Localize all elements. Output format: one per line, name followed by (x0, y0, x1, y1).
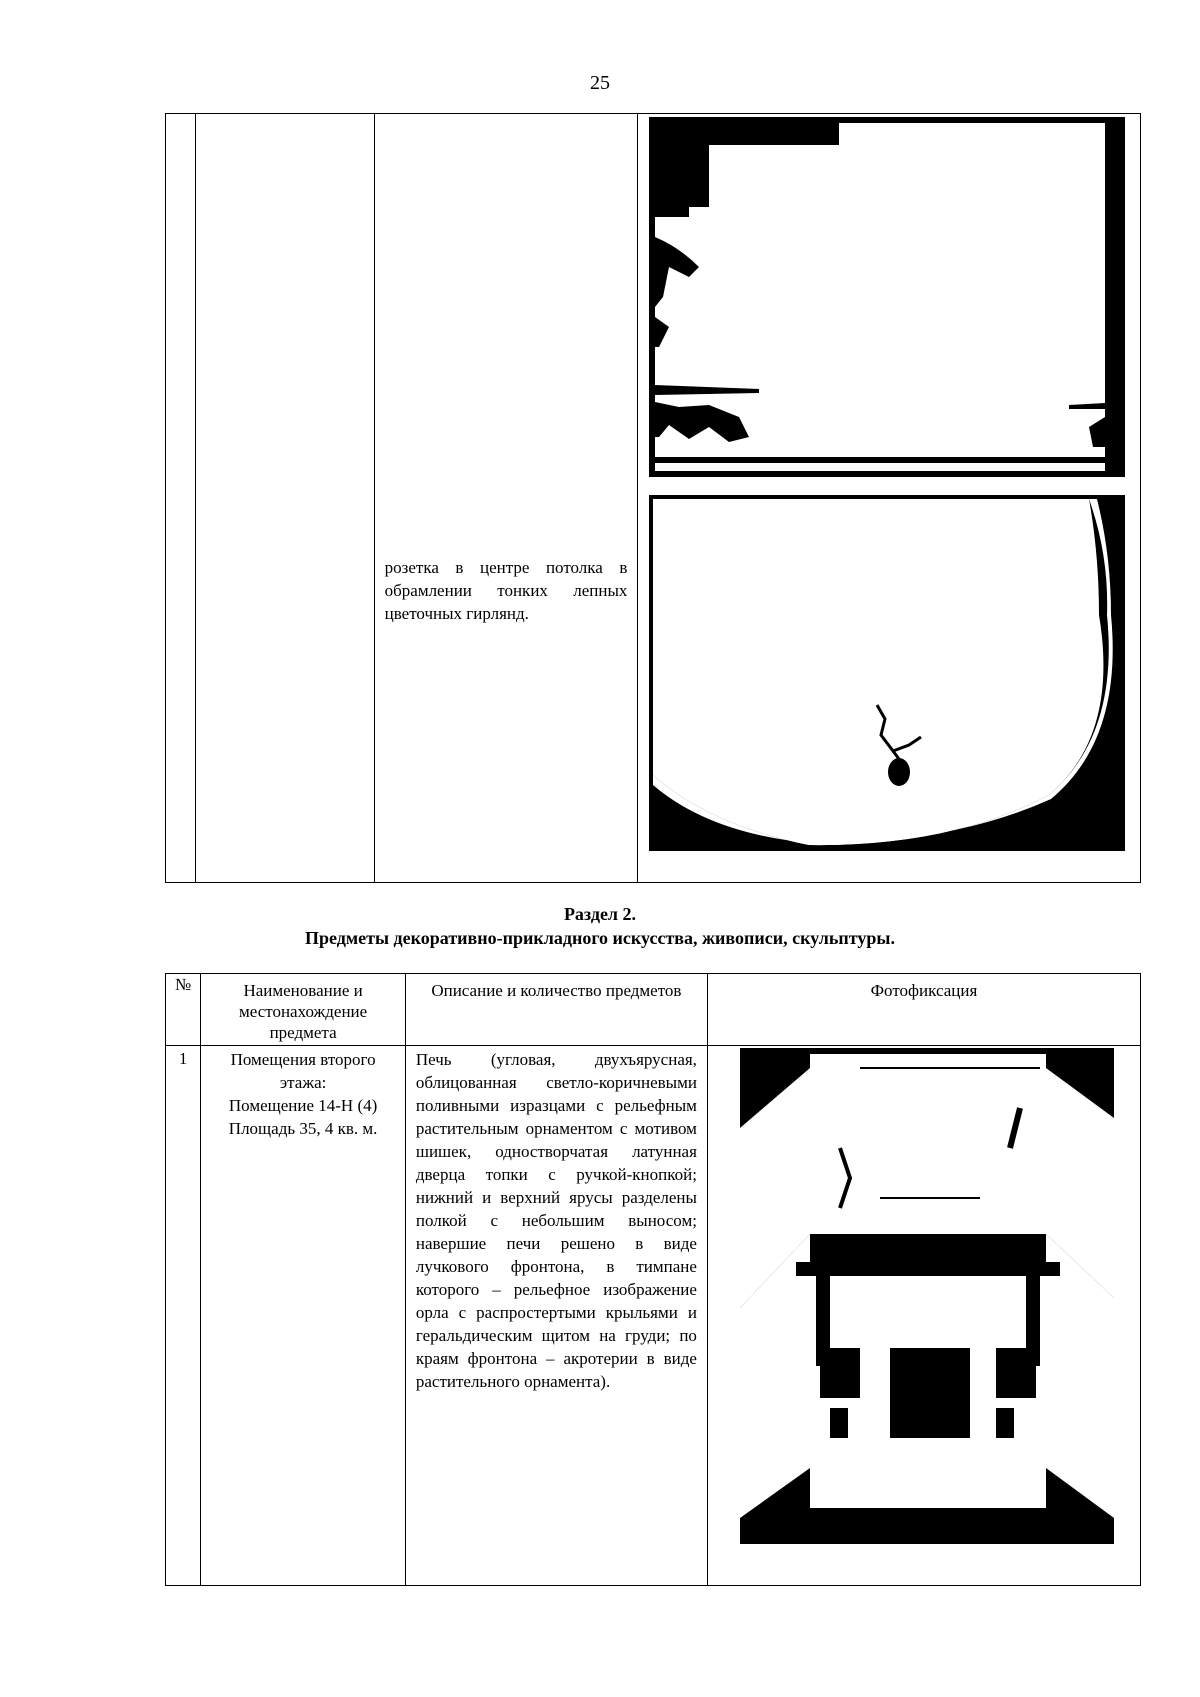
header-description: Описание и количество предметов (405, 974, 707, 1046)
ceiling-rosette-description: розетка в центре потолка в обрамлении тонких лепных цветочных гирлянд. (384, 558, 628, 623)
row-description-cell (405, 1046, 707, 1586)
header-photo: Фотофиксация (707, 974, 1140, 1046)
stove-photo (740, 1048, 1114, 1544)
page-number: 25 (590, 72, 610, 94)
ceiling-rosette-photo (649, 495, 1125, 851)
row-number: 1 (166, 1046, 201, 1586)
location-area: Площадь 35, 4 кв. м. (228, 1119, 378, 1138)
location-floor: Помещения второго этажа: (230, 1050, 376, 1092)
location-room: Помещение 14-Н (4) (228, 1096, 378, 1115)
empty-cell-name (196, 114, 375, 883)
header-name: Наименование и местонахождение предмета (201, 974, 406, 1046)
photo-cell (638, 114, 1141, 883)
section-subtitle: Предметы декоративно-прикладного искусства, живописи, скульптуры. (305, 928, 895, 948)
row-photo-cell (707, 1046, 1140, 1586)
ceiling-corner-photo (649, 117, 1125, 477)
stove-description: Печь (угловая, двухъярусная, облицованная светло-коричневыми поливными изразцами с рельефным растительным орнаментом с мотивом шишек, одностворчатая латунная дверца топки с ручкой-кнопкой; нижний и верхний ярусы разделены полкой с небольшим выносом; навершие печи решено в виде лучкового фронтона, в тимпане которого – рельефное изображение орла с распростертыми крыльями и геральдическим щитом на груди; по краям фронтона – акротерии в виде растительного орнамента). (415, 1050, 697, 1391)
header-number: № (166, 974, 201, 1046)
description-cell (374, 114, 638, 883)
row-location (201, 1046, 406, 1586)
empty-cell-number (166, 114, 196, 883)
continuation-table (165, 113, 1141, 883)
section-title: Раздел 2. (563, 904, 637, 924)
objects-table (165, 973, 1141, 1586)
